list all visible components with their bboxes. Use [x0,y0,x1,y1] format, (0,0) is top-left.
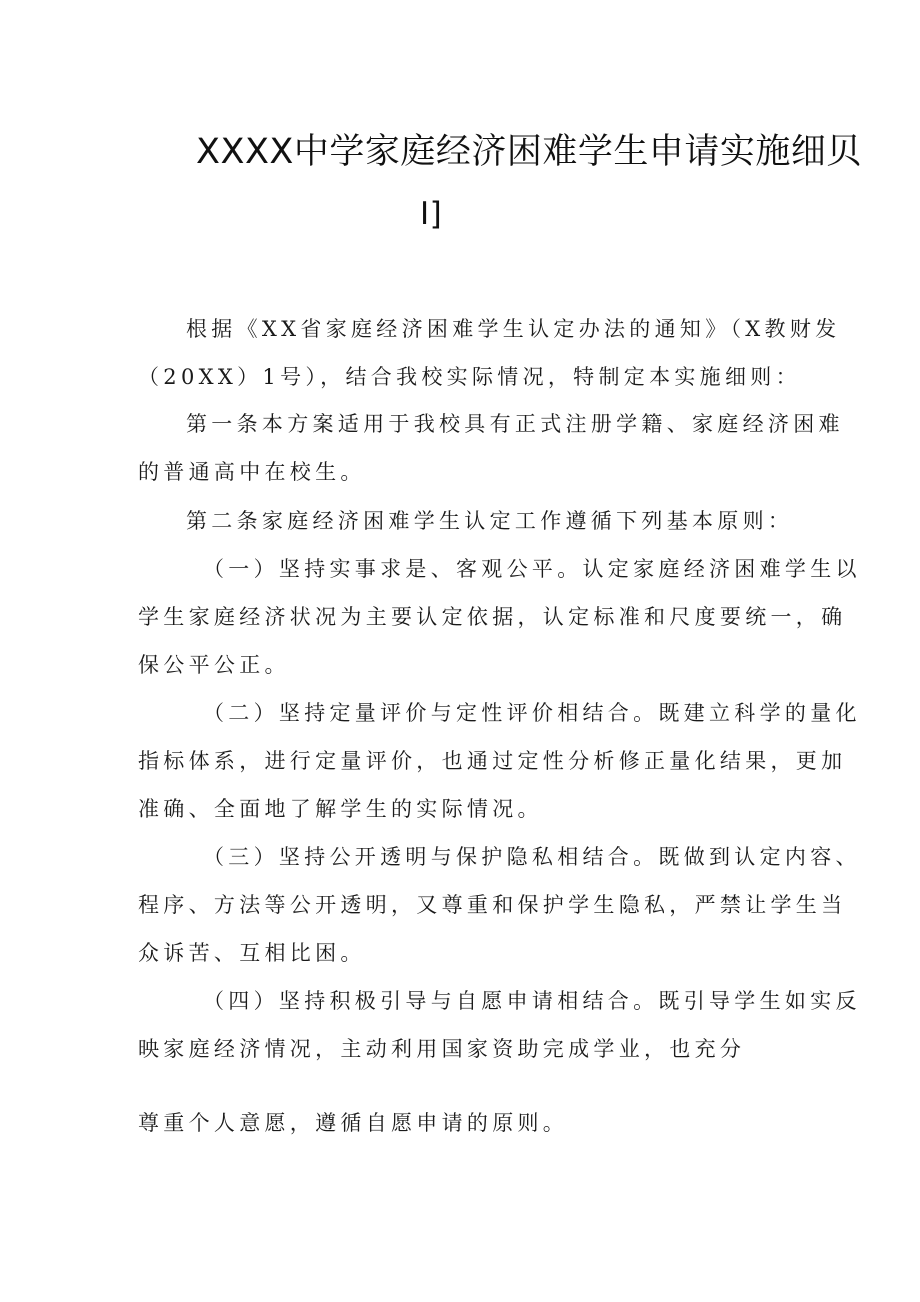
paragraph-line: 的普通高中在校生。 [138,460,366,484]
paragraph-line: （一）坚持实事求是、客观公平。认定家庭经济困难学生以 [203,557,861,581]
document-title: XXXX中学家庭经济困难学生申请实施细贝 [196,132,862,172]
paragraph-line: 程序、方法等公开透明，又尊重和保护学生隐私，严禁让学生当 [138,893,847,917]
paragraph-line: （二）坚持定量评价与定性评价相结合。既建立科学的量化 [203,701,861,725]
paragraph-line: 第二条家庭经济困难学生认定工作遵循下列基本原则： [186,509,794,533]
paragraph-line: 学生家庭经济状况为主要认定依据，认定标准和尺度要统一，确 [138,605,847,629]
paragraph-line: （20XX）1号），结合我校实际情况，特制定本实施细则： [138,365,801,389]
paragraph-line: 尊重个人意愿，遵循自愿申请的原则。 [138,1111,569,1135]
paragraph-line: 映家庭经济情况，主动利用国家资助完成学业，也充分 [138,1037,746,1061]
paragraph-line: 根据《XX省家庭经济困难学生认定办法的通知》（X教财发 [186,317,841,341]
paragraph-line: 众诉苦、互相比困。 [138,941,366,965]
paragraph-line: 第一条本方案适用于我校具有正式注册学籍、家庭经济困难 [186,412,844,436]
paragraph-line: 准确、全面地了解学生的实际情况。 [138,797,543,821]
document-title-continuation: I] [420,196,443,232]
paragraph-line: 指标体系，进行定量评价，也通过定性分析修正量化结果，更加 [138,749,847,773]
paragraph-line: （三）坚持公开透明与保护隐私相结合。既做到认定内容、 [203,845,861,869]
paragraph-line: 保公平公正。 [138,653,290,677]
paragraph-line: （四）坚持积极引导与自愿申请相结合。既引导学生如实反 [203,989,861,1013]
